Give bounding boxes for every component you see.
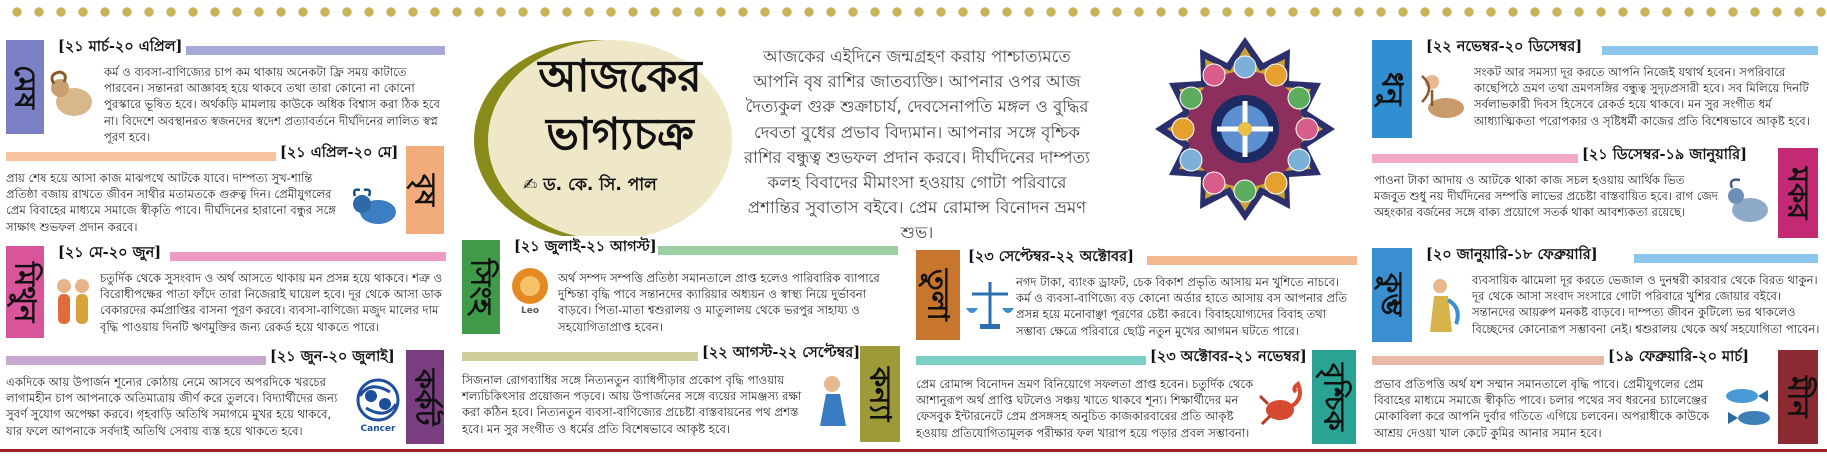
sign-karkat [0, 348, 450, 448]
gemini-twins-icon [50, 272, 96, 332]
accent-bar [916, 356, 1146, 365]
sign-singha [458, 238, 908, 342]
sign-text: প্রেম রোমান্স বিনোদন ভ্রমণ বিনিয়োগে সফলতা প্রাপ্ত হবেন। চতুর্দিক থেকে আশানুরূপ অর্থ প্রাপ্তি ঘটলেও সঞ্চয় খাতে থাকবে শূন্য। শিক্ষার্থীদের মন ফেসবুক ইন্টারনেটে প্রেম প্রসঙ্গসহ অনুচিত কাজকারবারের প্রতি আকৃষ্ট হওয়ায় প্রতিযোগিতামূলক পরীক্ষার ফল খারাপ হয়ে পড়ার প্রবল সম্ভাবনা। [916, 377, 1254, 440]
sign-name: তুলা [921, 269, 956, 321]
sign-text: ব্যবসায়িক ঝামেলা দূর করতে ভেজাল ও দুনম্বরী কারবার থেকে বিরত থাকুন। দূর থেকে আসা সংবাদ সংসারে গোটা পরিবারে খুশির জোয়ার বইবে। সন্তানদের আয়রুপ মনকষ্ট বাড়বে। দাম্পত্য জীবন কুটিল্যে ভর থাকলেও বিচ্ছেদের কোনোরূপ সম্ভাবনা নেই। শ্বশুরালয় থেকে অর্থ সহযোগিতা পাবেন। [1472, 273, 1820, 336]
sign-dates: [২২ আগস্ট-২২ সেপ্টেম্বর] [698, 342, 864, 366]
sign-tab [406, 350, 444, 444]
sign-brishchik [912, 348, 1362, 448]
sign-text: একদিকে আয় উপার্জন শূন্যের কোঠায় নেমে আসবে অপরদিকে খরচের লাগামহীন চাপ আপনাকে অতিমাত্রায় জীর্ণ করে তুলবে। বিদ্যার্থীদের জন্য সুবর্ণ সুযোগ অপেক্ষা করবে। গৃহবাড়ি অতিথি সমাগমে মুখর হয়ে থাকবে, যার ফলে আপনাকে সর্বদাই অতিথি সেবায় ব্যস্ত হয়ে থাকতে হবে। [6, 375, 338, 438]
accent-bar [1602, 46, 1818, 55]
sign-text: চতুর্দিক থেকে সুসংবাদ ও অর্থ আসতে থাকায় মন প্রসন্ন হয়ে থাকবে। শত্রু ও বিরোধীপক্ষের পাতা ফাঁদে তারা নিজেরাই ঘায়েল হবে। দূর থেকে আসা ডাক বেকারদের কর্মপ্রাপ্তির বাসনা পূরণ করবে। ব্যবসা-বাণিজ্যে মজুদ মালের দাম বৃদ্ধি পাওয়ায় দিনটি ঋণমুক্তির জন্য রেকর্ড হয়ে থাকতে পারে। [100, 271, 443, 334]
sign-dates: [২১ মার্চ-২০ এপ্রিল] [54, 36, 186, 60]
sign-text: প্রভাব প্রতিপত্তি অর্থ যশ সম্মান সমানতালে বৃদ্ধি পাবে। প্রেমীযুগলের প্রেম বিবাহের মাধ্যমে সমাজে স্বীকৃতি পাবে। চলার পথের সব ধরনের চ্যালেঞ্জের মোকাবিলা করে আপনি দুর্বার গতিতে এগিয়ে চলবেন। অপরাধীকে কাউকে আশ্রয় দেওয়া খাল কেটে কুমির আনার সমান হবে। [1374, 377, 1710, 440]
sign-text: কর্ম ও ব্যবসা-বাণিজ্যের চাপ কম থাকায় অনেকটা ফ্রি সময় কাটাতে পারবেন। সন্তানরা আজ্ঞাবহ হয়ে থাকবে তথা তারা কোনো না কোনো পুরস্কারে ভূষিত হবে। অর্থকড়ি মামলায় কাউকে অধিক বিশ্বাস করা ঠিক হবে না। বিদেশে অবস্থানরত স্বজনদের স্বদেশ প্রত্যাবর্তনে দীর্ঘদিনের লালিত স্বপ্ন পূরণ হবে। [104, 65, 440, 144]
sign-brish [0, 144, 450, 236]
sign-mesh [0, 38, 450, 144]
icon-label: Cancer [360, 424, 396, 434]
scorpio-scorpion-icon [1258, 376, 1308, 434]
sign-dates: [২১ মে-২০ জুন] [54, 242, 165, 266]
sign-tab [1372, 248, 1412, 342]
accent-bar [6, 356, 266, 365]
accent-bar [1372, 356, 1604, 365]
intro-text: আজকের এইদিনে জন্মগ্রহণ করায় পাশ্চাত্যমতে আপনি বৃষ রাশির জাতব্যক্তি। আপনার ওপর আজ দৈত্যকুল গুরু শুক্রাচার্য, দেবসেনাপতি মঙ্গল ও বুদ্ধির দেবতা বুধের প্রভাব বিদ্যমান। আপনার সঙ্গে বৃশ্চিক রাশির বন্ধুত্ব শুভফল প্রদান করবে। দীর্ঘদিনের দাম্পত্য কলহ বিবাদের মীমাংসা হওয়ায় গোটা পরিবারে প্রশান্তির সুবাতাস বইবে। প্রেম রোমান্স বিনোদন ভ্রমণ শুভ। [744, 47, 1090, 243]
icon-label: Leo [520, 306, 540, 316]
pen-icon: ✍ [523, 175, 538, 195]
title-line-2: ভাগ্যচক্র [546, 109, 694, 160]
aries-ram-icon [48, 66, 96, 126]
title-line-1: আজকের [538, 51, 702, 102]
sign-makar [1370, 146, 1824, 242]
sign-tab [1778, 350, 1818, 444]
sign-dates: [২২ নভেম্বর-২০ ডিসেম্বর] [1422, 36, 1586, 60]
sign-name: কন্যা [863, 366, 898, 422]
sign-tab [462, 240, 500, 334]
sign-tab [916, 250, 960, 340]
sign-text: নগদ টাকা, ব্যাংক ড্রাফট, চেক বিকাশ প্রভৃতি আসায় মন খুশিতে নাচবে। কর্ম ও ব্যবসা-বাণিজ্যে বড় কোনো অর্ডার হাতে আসায় বস আপনার প্রতি প্রসন্ন হয়ে মনোবাঞ্ছা পূরণের চেষ্টা করবে। বিবাহযোগ্যদের বিবাহ তথা সম্ভাব্য ক্ষেত্রে পরিবারে ছোট্ট নতুন মুখের আগমন ঘটতে পারে। [1016, 275, 1348, 338]
sign-dates: [২৩ সেপ্টেম্বর-২২ অক্টোবর] [964, 246, 1138, 270]
sign-tab [1372, 40, 1412, 138]
sign-meen [1370, 348, 1824, 448]
sign-dates: [১৯ ফেব্রুয়ারি-২০ মার্চ] [1604, 346, 1753, 370]
sign-name: কর্কট [408, 368, 443, 426]
sign-text: অর্থ সম্পদ সম্পত্তি প্রতিষ্ঠা সমানতালে প্রাপ্ত হলেও পারিবারিক ব্যাপারে দুশ্চিন্তা বৃদ্ধি পাবে সন্তানদের ক্যারিয়ার অধ্যয়ন ও স্বাস্থ্য নিয়ে দুর্ভাবনা বাড়বে। পিতা-মাতা শ্বশুরালয় ও মাতুলালয় থেকে ভরপুর সাহায্য ও সহযোগিতাপ্রাপ্ত হবেন। [558, 271, 880, 334]
bottom-rule [0, 449, 1827, 452]
sign-text: সংকট আর সমস্যা দূর করতে আপনি নিজেই যথার্থ হবেন। সপরিবারে কাছেপিঠে ভ্রমণ তথা ভ্রমণসঙ্গির বন্ধুত্ব সুদৃঢ়প্রসারী হবে। সব মিলিয়ে দিনটি সর্বলাভকারী দিবস হিসেবে রেকর্ড হয়ে থাকবে। মন সুর সংগীত ধর্ম আধ্যাত্মিকতা পরোপকার ও সৃষ্টিধর্মী কাজের প্রতি বিশেষভাবে আকৃষ্ট হবে। [1474, 65, 1810, 128]
sign-tula [912, 248, 1362, 344]
sign-name: মেষ [8, 65, 43, 109]
sagittarius-archer-icon [1418, 66, 1468, 130]
sign-text: প্রায় শেষ হয়ে আসা কাজ মাঝপথে আটকে যাবে। দাম্পত্য সুখ-শান্তি প্রতিষ্ঠা বজায় রাখতে জীবন সাথীর মতামতকে গুরুত্ব দিন। প্রেমীযুগলের প্রেম বিবাহের মাধ্যমে সমাজে স্বীকৃতি পাবে। দীর্ঘদিনের হারানো বন্ধুর সঙ্গে সাক্ষাৎ শুভফল প্রদান করবে। [6, 171, 336, 234]
aquarius-water-bearer-icon [1418, 274, 1468, 336]
cancer-crab-icon [354, 378, 402, 436]
sign-name: মকর [1781, 166, 1816, 220]
sign-text: পাওনা টাকা আদায় ও আটকে থাকা কাজ সচল হওয়ায় আর্থিক ভিত মজবুত শুধু নয় দীর্ঘদিনের সম্পত্তি লাভের প্রচেষ্টা বাস্তবায়িত হবে। রাগ জেদ অহংকার বর্জনের সঙ্গে বাক্য প্রয়োগে সতর্ক থাকা আবশ্যকতা রয়েছে। [1374, 173, 1718, 220]
sign-mithun [0, 244, 450, 342]
accent-bar [658, 246, 898, 255]
sign-tab [1778, 148, 1818, 238]
accent-bar [6, 152, 276, 161]
sign-name: ধনু [1375, 72, 1410, 106]
sign-tab [1312, 350, 1356, 444]
sign-tab [6, 246, 44, 338]
sign-dates: [২১ এপ্রিল-২০ মে] [276, 142, 402, 166]
virgo-maiden-icon [810, 370, 856, 430]
sign-dates: [২১ ডিসেম্বর-১৯ জানুয়ারি] [1578, 144, 1751, 168]
sign-name: মিথুন [8, 261, 43, 323]
taurus-bull-icon [350, 180, 402, 232]
sign-dates: [২৩ অক্টোবর-২১ নভেম্বর] [1146, 346, 1311, 370]
sign-text: সিজনাল রোগব্যাধির সঙ্গে নিত্যনতুন ব্যাধিপীড়ার প্রকোপ বৃদ্ধি পাওয়ায় শল্যচিকিৎসার প্রয়োজন পড়বে। আয় উপার্জনের সঙ্গে ব্যয়ের সামঞ্জস্য রক্ষা করা কঠিন হবে। নিত্যনতুন ব্যবসা-বাণিজ্যের প্রচেষ্টা বাস্তবায়নের পথ প্রশস্ত হবে। মন সুর সংগীত ও ধর্মের প্রতি বিশেষভাবে আকৃষ্ট হবে। [462, 373, 802, 436]
accent-bar [170, 252, 446, 261]
sign-name: বৃষ [408, 173, 443, 207]
byline-author: ড. কে. সি. পাল [543, 175, 657, 195]
sign-kumbha [1370, 246, 1824, 346]
accent-bar [1634, 254, 1818, 263]
sign-dates: [২১ জুলাই-২১ আগস্ট] [510, 236, 661, 260]
sign-tab [406, 146, 444, 234]
sign-name: কুম্ভ [1375, 273, 1410, 317]
zodiac-wheel-icon [1145, 34, 1345, 224]
sign-kanya [458, 344, 908, 448]
leo-lion-icon [506, 264, 554, 320]
byline [523, 172, 657, 200]
sign-name: মীন [1781, 376, 1816, 418]
sign-dates: [২০ জানুয়ারি-১৮ ফেব্রুয়ারি] [1422, 244, 1602, 268]
sign-dates: [২১ জুন-২০ জুলাই] [266, 346, 399, 370]
sign-name: বৃশ্চিক [1317, 363, 1352, 431]
accent-bar [1372, 154, 1578, 163]
sign-dhanu [1370, 38, 1824, 142]
pisces-fish-icon [1722, 378, 1774, 436]
sign-tab [860, 346, 900, 442]
sign-name: সিংহ [464, 259, 499, 315]
page-title [500, 48, 740, 164]
sign-tab [6, 40, 44, 134]
accent-bar [462, 352, 698, 361]
accent-bar [180, 46, 445, 55]
dotted-border [0, 0, 1827, 22]
libra-scales-icon [964, 274, 1016, 334]
accent-bar [1147, 256, 1357, 265]
capricorn-goat-icon [1722, 174, 1774, 234]
